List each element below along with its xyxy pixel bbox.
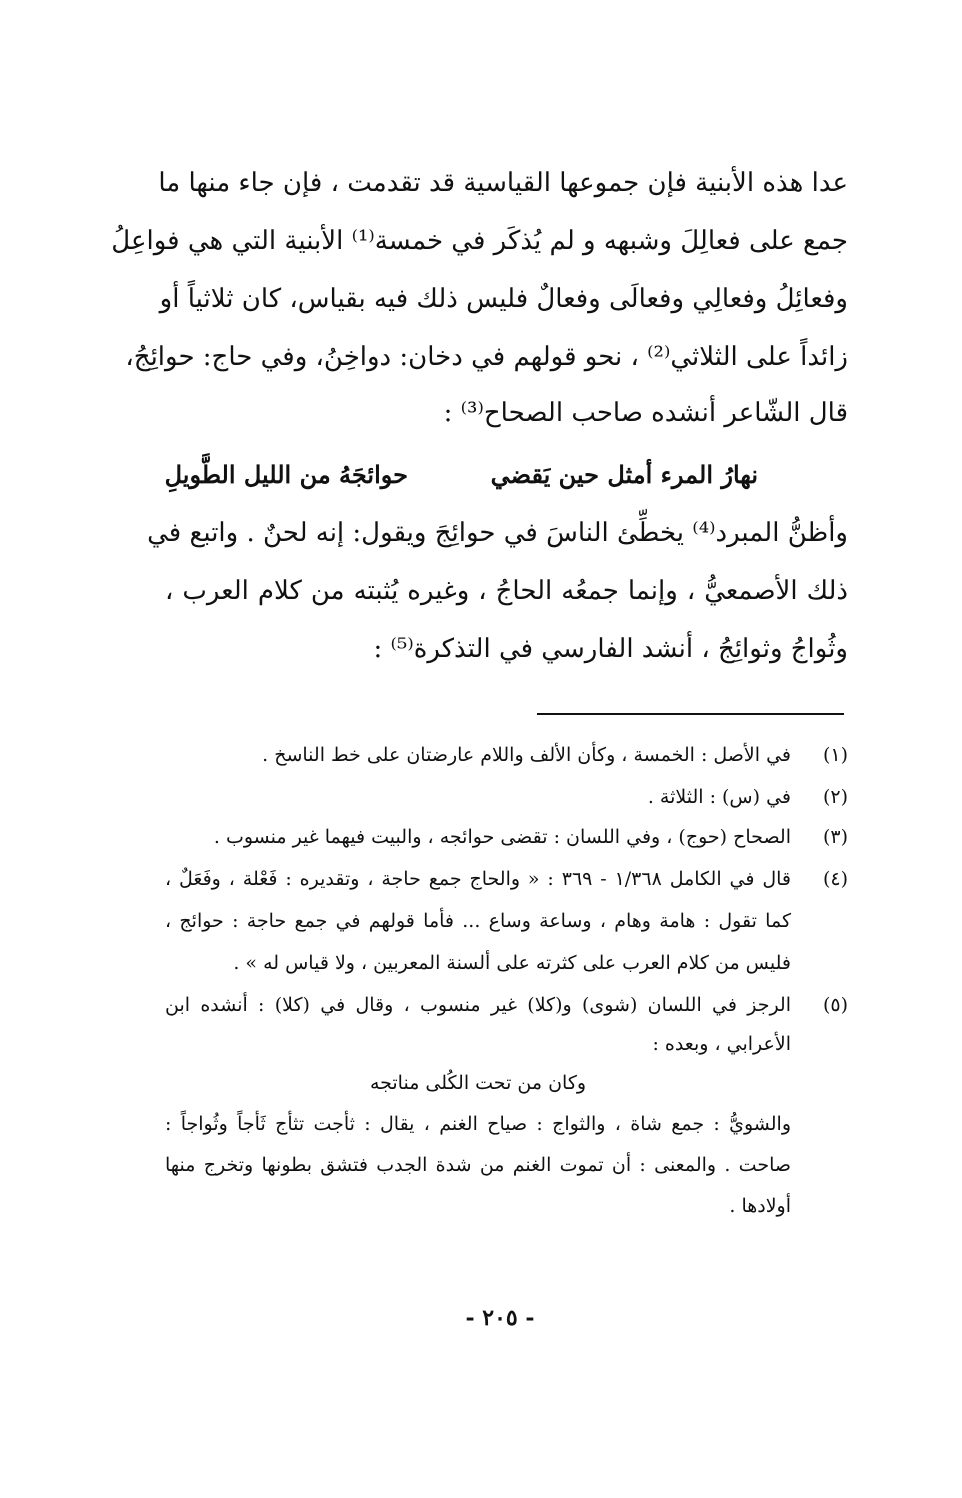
footnote-line: كما تقول : هامة وهام ، وساعة وساع ... فأما قولهم في جمع حاجة : حوائج ، bbox=[165, 910, 791, 932]
footnote-number: (٣) bbox=[822, 826, 848, 848]
footnote-line: في (س) : الثلاثة . bbox=[647, 786, 791, 808]
body-line-1: عدا هذه الأبنية فإن جموعها القياسية قد تقدمت ، فإن جاء منها ما bbox=[158, 168, 848, 198]
footnote-line: والشويُّ : جمع شاة ، والثواج : صياح الغنم ، يقال : ثأجت تثأج ثَأجاً وثُواجاً : bbox=[165, 1113, 791, 1135]
body-line-8: وثُواجُ وثوائِجُ ، أنشد الفارسي في التذكرة⁽⁵⁾ : bbox=[373, 634, 848, 664]
footnote-line: فليس من كلام العرب على كثرته على ألسنة المعربين ، ولا قياس له » . bbox=[233, 952, 791, 974]
footnote-number: (١) bbox=[822, 744, 848, 766]
verse-second-hemistich: حوائجَهُ من الليل الطَّويلِ bbox=[164, 460, 408, 489]
body-line-7: ذلك الأصمعيُّ ، وإنما جمعُه الحاجُ ، وغيره يُثبته من كلام العرب ، bbox=[165, 576, 848, 606]
body-line-4: زائداً على الثلاثي⁽²⁾ ، نحو قولهم في دخان: دواخِنُ، وفي حاج: حوائِجُ، bbox=[125, 342, 848, 372]
footnote-line: في الأصل : الخمسة ، وكأن الألف واللام عارضتان على خط الناسخ . bbox=[262, 744, 791, 766]
footnote-line: الأعرابي ، وبعده : bbox=[652, 1033, 791, 1055]
footnote-number: (٤) bbox=[822, 868, 848, 890]
body-line-2: جمع على فعالِلَ وشبهه و لم يُذكَر في خمسة⁽¹⁾ الأبنية التي هي فواعِلُ bbox=[111, 226, 848, 256]
body-line-3: وفعائِلُ وفعالِي وفعالَى وفعالٌ فليس ذلك فيه بقياس، كان ثلاثياً أو bbox=[159, 284, 848, 314]
footnote-separator bbox=[537, 713, 844, 715]
footnote-line: قال في الكامل ١/٣٦٨ - ٣٦٩ : « والحاج جمع حاجة ، وتقديره : فَعْلة ، وفَعَلٌ ، bbox=[165, 868, 792, 890]
poetry-verse bbox=[165, 460, 848, 494]
footnote-line: صاحت . والمعنى : أن تموت الغنم من شدة الجدب فتشق بطونها وتخرج منها bbox=[165, 1154, 791, 1176]
footnote-line: الصحاح (حوج) ، وفي اللسان : تقضى حوائجه ، والبيت فيهما غير منسوب . bbox=[213, 826, 791, 848]
page-number: - ٢٠٥ - bbox=[465, 1305, 535, 1331]
footnote-verse: وكان من تحت الكُلى مناتجه bbox=[369, 1072, 587, 1094]
verse-first-hemistich: نهارُ المرء أمثل حين يَقضي bbox=[490, 460, 758, 489]
footnote-line: أولادها . bbox=[729, 1195, 791, 1217]
footnote-number: (٢) bbox=[822, 786, 848, 808]
footnote-number: (٥) bbox=[822, 994, 848, 1016]
body-line-6: وأظنُّ المبرد⁽⁴⁾ يخطِّئ الناسَ في حوائِجَ ويقول: إنه لحنٌ . واتبع في bbox=[147, 518, 848, 548]
body-line-5: قال الشّاعر أنشده صاحب الصحاح⁽³⁾ : bbox=[443, 398, 848, 428]
footnote-line: الرجز في اللسان (شوى) و(كلا) غير منسوب ، وقال في (كلا) : أنشده ابن bbox=[165, 994, 791, 1016]
